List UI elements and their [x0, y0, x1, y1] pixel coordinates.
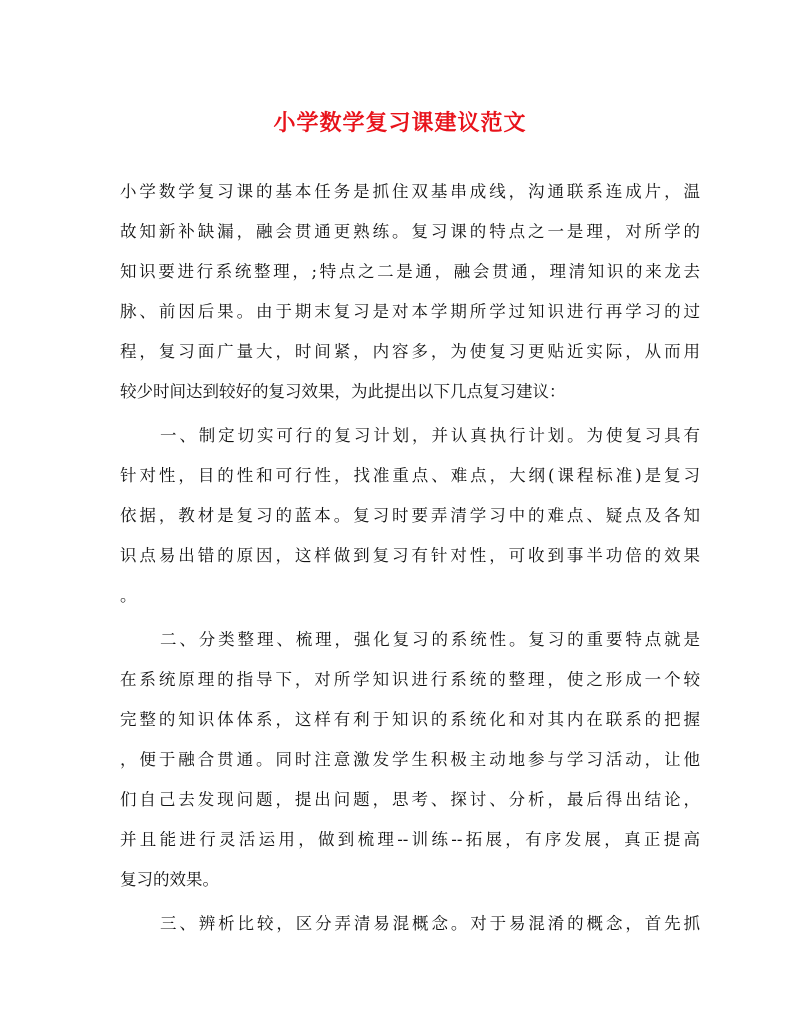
- text-line: 并且能进行灵活运用，做到梳理--训练--拓展，有序发展，真正提高: [120, 830, 700, 849]
- text-line: 三、辨析比较，区分弄清易混概念。对于易混淆的概念，首先抓: [160, 914, 700, 933]
- text-line: 一、制定切实可行的复习计划，并认真执行计划。为使复习具有: [160, 426, 700, 445]
- document-title: 小学数学复习课建议范文: [273, 110, 527, 136]
- text-line: 知识要进行系统整理，;特点之二是通，融会贯通，理清知识的来龙去: [120, 262, 700, 281]
- text-line: 针对性，目的性和可行性，找准重点、难点，大纲(课程标准)是复习: [120, 466, 700, 485]
- text-line: 们自己去发现问题，提出问题，思考、探讨、分析，最后得出结论，: [120, 790, 700, 809]
- text-line: 小学数学复习课的基本任务是抓住双基串成线，沟通联系连成片，温: [120, 182, 700, 201]
- text-line: 复习的效果。: [120, 870, 219, 889]
- text-line: 在系统原理的指导下，对所学知识进行系统的整理，使之形成一个较: [120, 670, 700, 689]
- text-line: 完整的知识体体系，这样有利于知识的系统化和对其内在联系的把握: [120, 710, 700, 729]
- text-line: 程，复习面广量大，时间紧，内容多，为使复习更贴近实际，从而用: [120, 342, 700, 361]
- text-line: 较少时间达到较好的复习效果，为此提出以下几点复习建议：: [120, 382, 566, 401]
- text-line: 。: [120, 586, 137, 605]
- text-line: ，便于融合贯通。同时注意激发学生积极主动地参与学习活动，让他: [120, 750, 700, 769]
- text-line: 依据，教材是复习的蓝本。复习时要弄清学习中的难点、疑点及各知: [120, 506, 700, 525]
- text-line: 识点易出错的原因，这样做到复习有针对性，可收到事半功倍的效果: [120, 546, 700, 565]
- text-line: 故知新补缺漏，融会贯通更熟练。复习课的特点之一是理，对所学的: [120, 222, 700, 241]
- text-line: 二、分类整理、梳理，强化复习的系统性。复习的重要特点就是: [160, 630, 700, 649]
- text-line: 脉、前因后果。由于期末复习是对本学期所学过知识进行再学习的过: [120, 302, 700, 321]
